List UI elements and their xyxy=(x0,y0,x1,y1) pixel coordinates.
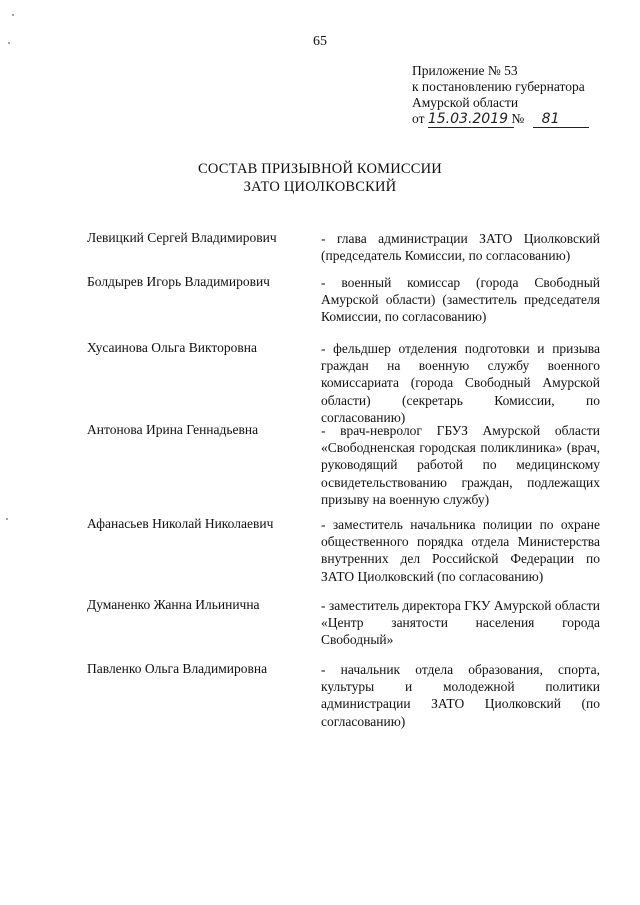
appendix-line-1: Приложение № 53 xyxy=(412,63,518,78)
member-name: Афанасьев Николай Николаевич xyxy=(87,516,274,531)
number-underline xyxy=(533,127,589,128)
scan-speck xyxy=(12,14,14,16)
title-line-2: ЗАТО ЦИОЛКОВСКИЙ xyxy=(243,179,397,195)
title-line-1: СОСТАВ ПРИЗЫВНОЙ КОМИССИИ xyxy=(198,161,442,177)
member-role: - глава администрации ЗАТО Циолковский (председатель Комиссии, по согласованию) xyxy=(321,231,600,264)
appendix-block xyxy=(412,63,585,127)
member-name: Болдырев Игорь Владимирович xyxy=(87,274,270,289)
number-prefix: № xyxy=(511,111,525,126)
member-name: Антонова Ирина Геннадьевна xyxy=(87,422,259,437)
member-role: - фельдшер отделения подготовки и призыва граждан на военную службу военного комиссариата (города Свободный Амурской области) (секретарь Комиссии, по согласованию) xyxy=(321,341,600,425)
appendix-date-line xyxy=(412,111,585,127)
member-role: - заместитель директора ГКУ Амурской области «Центр занятости населения города Свободный» xyxy=(321,598,600,648)
member-role: - военный комиссар (города Свободный Амурской области) (заместитель председателя Комиссии, по согласованию) xyxy=(321,275,600,325)
member-name: Левицкий Сергей Владимирович xyxy=(87,230,277,245)
member-role: - заместитель начальника полиции по охране общественного порядка отдела Министерства внутренних дел Российской Федерации по ЗАТО Циолковский (по согласованию) xyxy=(321,517,600,584)
date-underline xyxy=(428,127,514,128)
handwritten-number: 81 xyxy=(541,111,560,127)
member-name: Хусаинова Ольга Викторовна xyxy=(87,340,257,355)
scan-speck xyxy=(6,518,8,520)
member-name: Павленко Ольга Владимировна xyxy=(87,661,268,676)
appendix-line-3: Амурской области xyxy=(412,95,519,110)
member-role: - начальник отдела образования, спорта, культуры и молодежной политики администрации ЗАТО Циолковский (по согласованию) xyxy=(321,662,600,729)
handwritten-date: 15.03.2019 xyxy=(427,111,509,127)
page-number: 65 xyxy=(313,34,327,49)
appendix-line-2: к постановлению губернатора xyxy=(412,79,585,94)
date-prefix: от xyxy=(412,111,425,126)
document-title xyxy=(0,160,640,196)
member-role: - врач-невролог ГБУЗ Амурской области «Свободненская городская поликлиника» (врач, руководящий работой по медицинскому освидетельствованию граждан, подлежащих призыву на военную службу) xyxy=(321,423,600,507)
member-name: Думаненко Жанна Ильинична xyxy=(87,597,260,612)
